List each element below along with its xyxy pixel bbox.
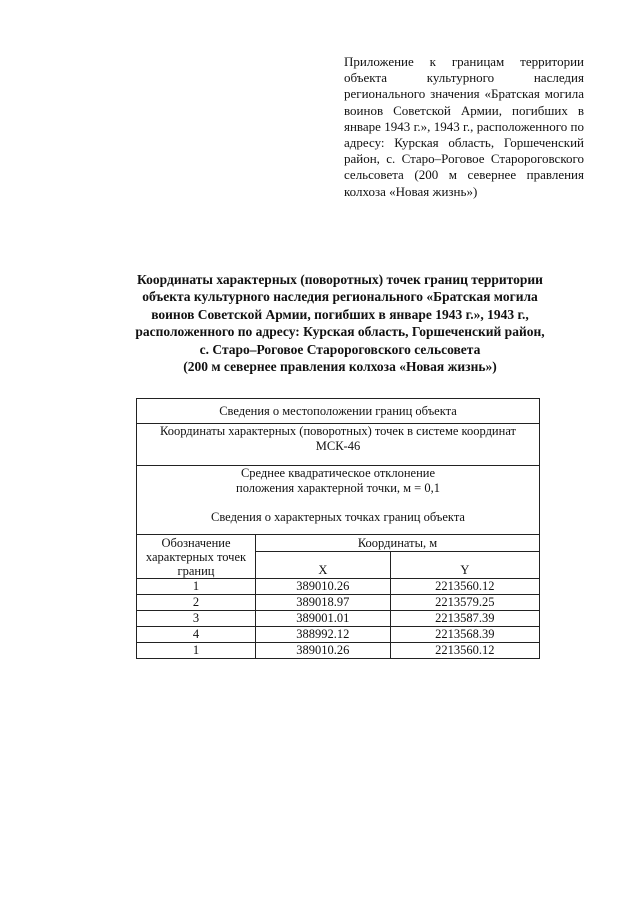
deviation-line: положения характерной точки, м = 0,1 [236, 481, 440, 495]
x-cell: 389001.01 [256, 611, 391, 627]
x-cell: 389010.26 [256, 643, 391, 659]
x-cell: 389010.26 [256, 579, 391, 595]
coord-system-row [137, 424, 540, 466]
location-info-cell: Сведения о местоположении границ объекта [137, 399, 540, 424]
deviation-row [137, 466, 540, 535]
deviation-cell [137, 466, 540, 535]
point-cell: 4 [137, 627, 256, 643]
appendix-note: Приложение к границам территории объекта культурного наследия регионального значения «Братская могила воинов Советской Армии, погибших в январе 1943 г.», 1943 г., расположенного по адресу: Курская область, Горшеченский район, с. Старо–Роговое Старороговского сельсовета (200 м севернее правления колхоза «Новая жизнь») [344, 54, 584, 199]
title-line: (200 м севернее правления колхоза «Новая жизнь») [183, 359, 497, 375]
point-cell: 3 [137, 611, 256, 627]
title-line: воинов Советской Армии, погибших в январе 1943 г.», 1943 г., [151, 306, 529, 322]
column-header-y: Y [390, 552, 539, 579]
table-row [137, 643, 540, 659]
table-row [137, 611, 540, 627]
table-row [137, 579, 540, 595]
y-cell: 2213560.12 [390, 643, 539, 659]
x-cell: 388992.12 [256, 627, 391, 643]
column-header-point: Обозначение характерных точек границ [137, 535, 256, 579]
title-line: расположенного по адресу: Курская область, Горшеченский район, [135, 324, 545, 340]
title-line: с. Старо–Роговое Старороговского сельсовета [199, 341, 481, 357]
location-info-row [137, 399, 540, 424]
header-row [137, 535, 540, 552]
column-header-coords: Координаты, м [256, 535, 540, 552]
title-line: объекта культурного наследия регионального «Братская могила [142, 289, 538, 305]
deviation-line: Среднее квадратическое отклонение [240, 466, 436, 480]
coord-system-cell: Координаты характерных (поворотных) точек в системе координат МСК-46 [137, 424, 540, 466]
point-cell: 1 [137, 643, 256, 659]
table-row [137, 627, 540, 643]
y-cell: 2213579.25 [390, 595, 539, 611]
y-cell: 2213568.39 [390, 627, 539, 643]
point-cell: 2 [137, 595, 256, 611]
y-cell: 2213560.12 [390, 579, 539, 595]
y-cell: 2213587.39 [390, 611, 539, 627]
document-title [100, 271, 580, 375]
point-cell: 1 [137, 579, 256, 595]
x-cell: 389018.97 [256, 595, 391, 611]
column-header-x: X [256, 552, 391, 579]
coordinates-table [136, 398, 540, 659]
title-line: Координаты характерных (поворотных) точек границ территории [137, 272, 543, 287]
table-row [137, 595, 540, 611]
points-info-label: Сведения о характерных точках границ объекта [211, 510, 465, 524]
